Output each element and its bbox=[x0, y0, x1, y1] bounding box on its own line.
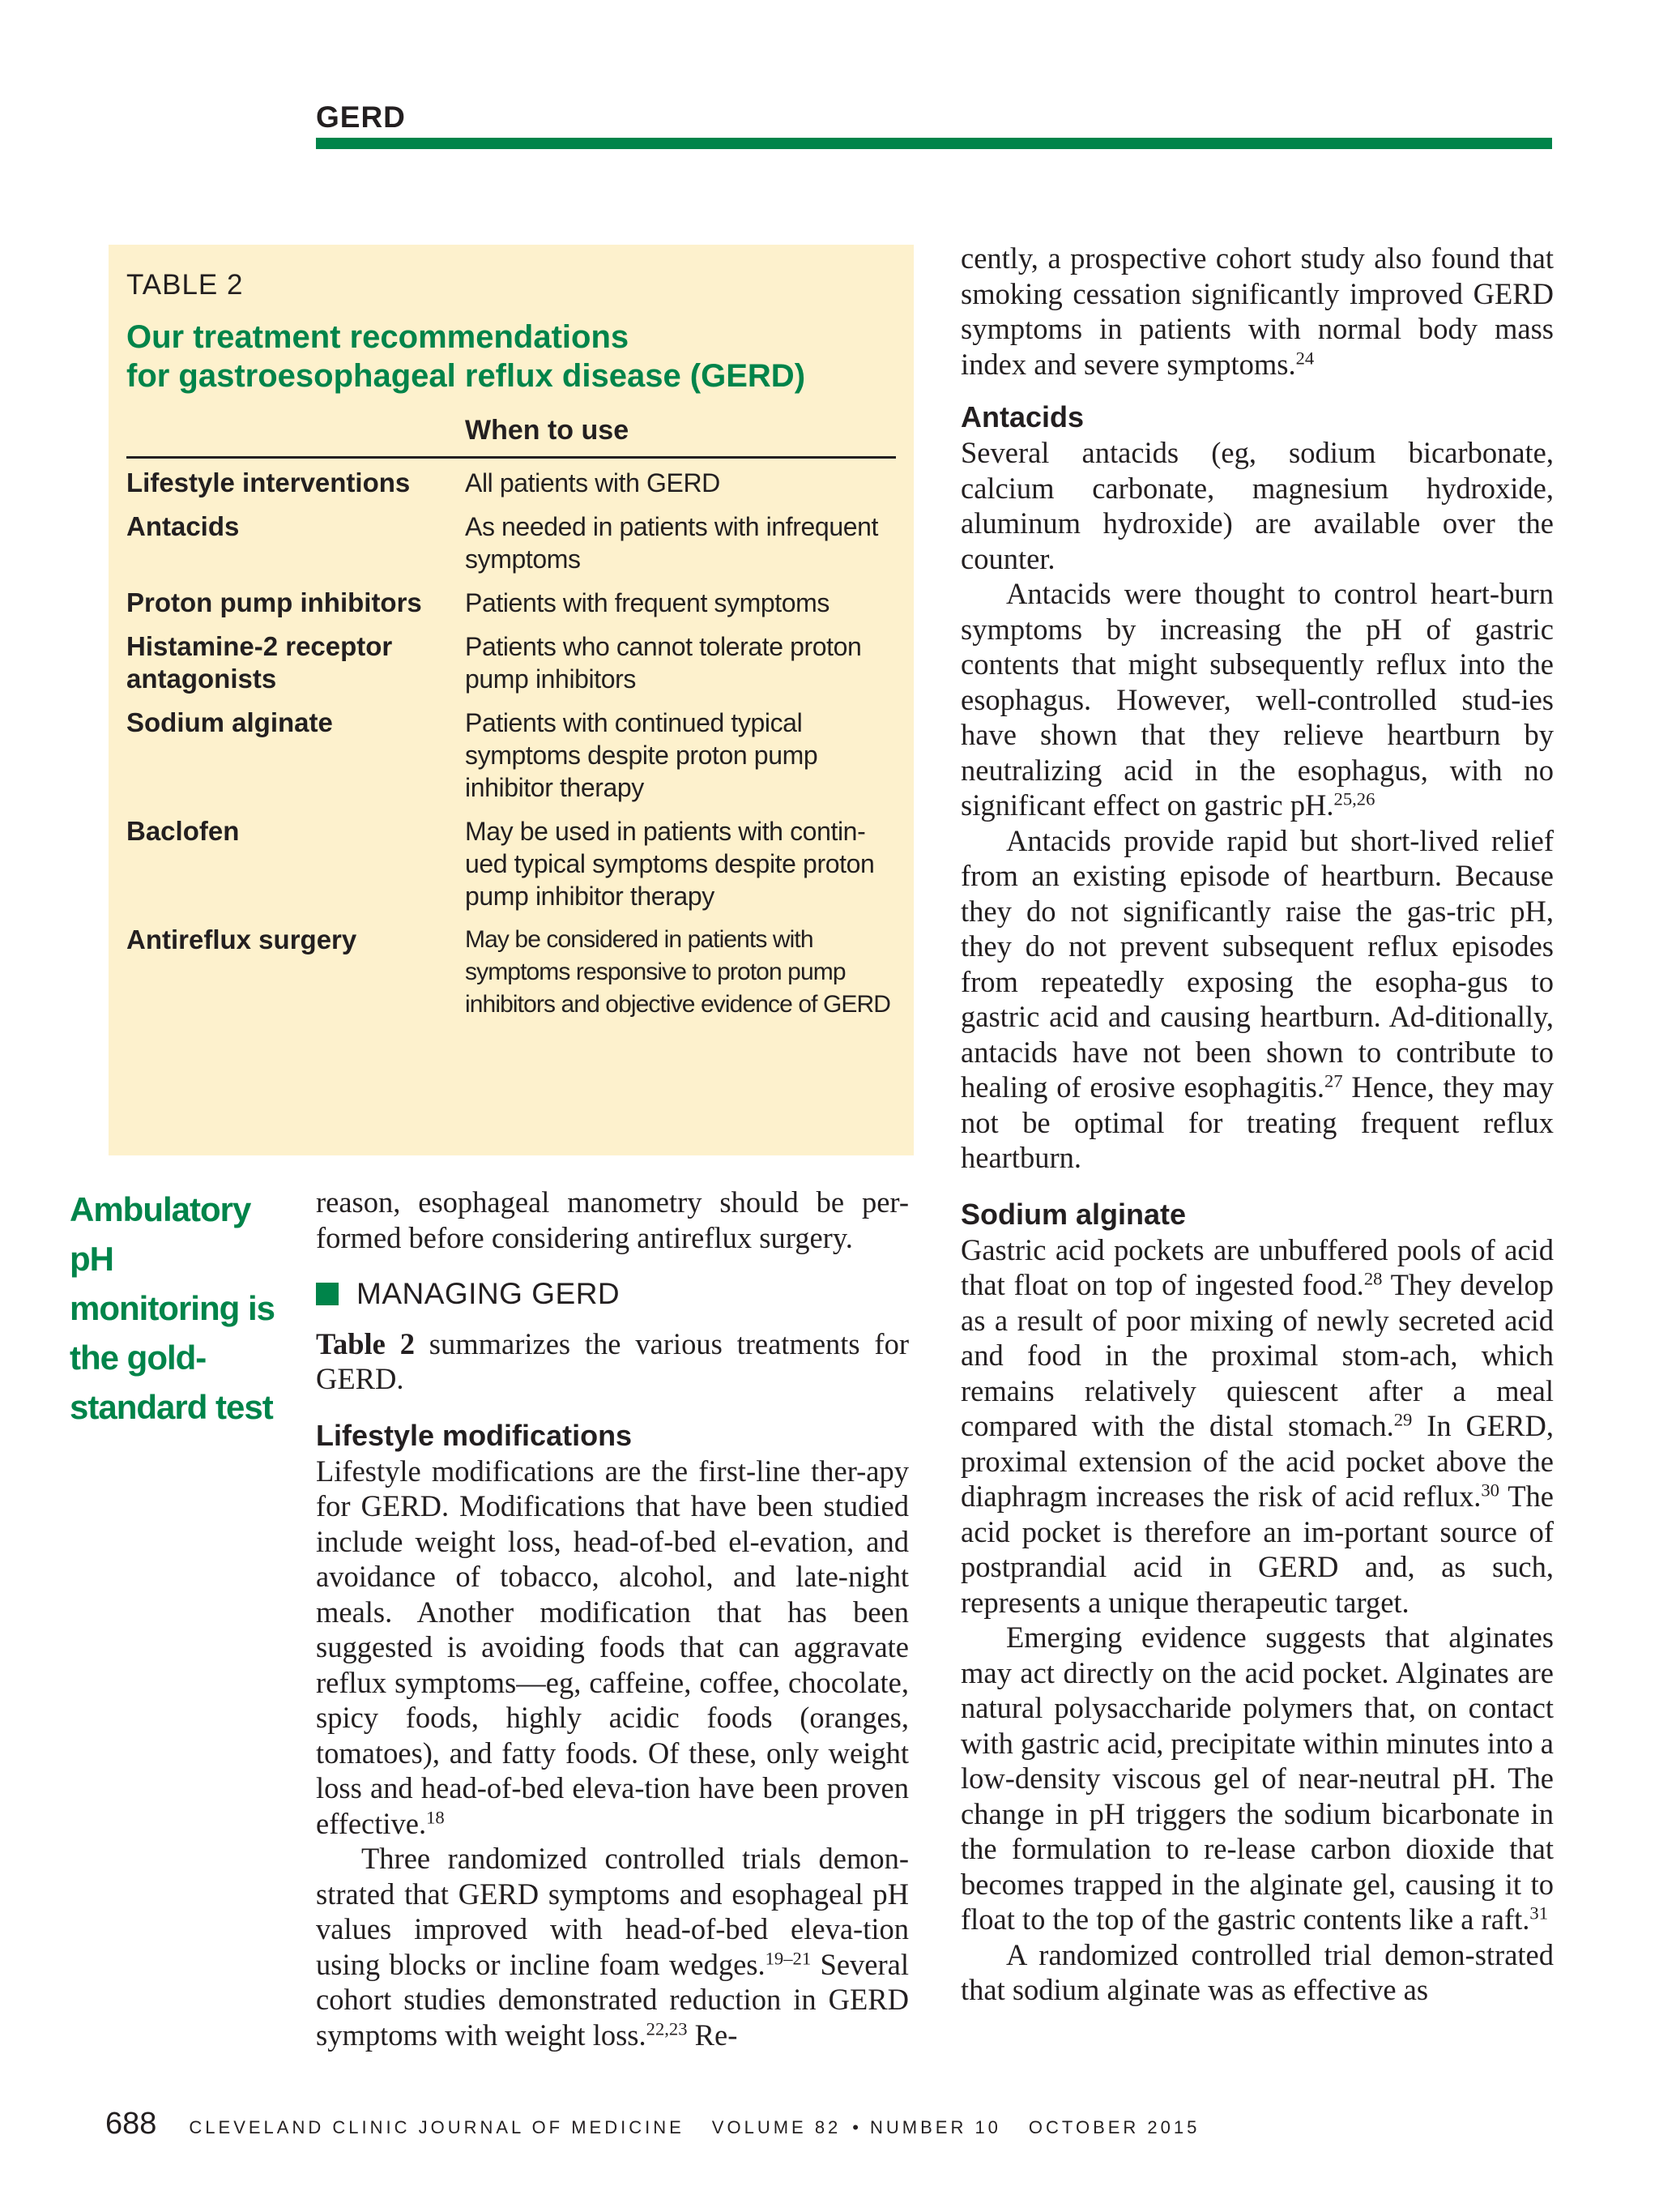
reference: 19–21 bbox=[765, 1948, 812, 1969]
table-row bbox=[126, 707, 894, 804]
treatment-cell: Histamine-2 receptor antagonists bbox=[126, 631, 393, 694]
pull-quote: Ambulatory pH monitoring is the gold-standard test bbox=[70, 1190, 275, 1426]
reference: 25,26 bbox=[1333, 788, 1375, 809]
journal-name: CLEVELAND CLINIC JOURNAL OF MEDICINE bbox=[189, 2117, 684, 2137]
table-rule bbox=[126, 456, 896, 459]
text: Antacids provide rapid but short-lived relief from an existing episode of heartburn. Because they do not significantly raise the gas-tric pH, they do not prevent subsequent reflux episodes from repeatedly exposing the esopha-gus to gastric acid and causing heartburn. Ad-ditionally, antacids have not been shown to contribute to healing of erosive esophagitis. bbox=[961, 823, 1554, 1104]
alginate-paragraph-2 bbox=[961, 1620, 1554, 1937]
reference: 30 bbox=[1481, 1480, 1499, 1501]
issue-number: NUMBER 10 bbox=[870, 2117, 1001, 2137]
page-number: 688 bbox=[105, 2107, 157, 2141]
section-square-icon bbox=[316, 1283, 339, 1305]
reference: 18 bbox=[426, 1807, 445, 1828]
right-column bbox=[961, 241, 1554, 2008]
reference: 29 bbox=[1393, 1409, 1413, 1430]
text: Antacids were thought to control heart-burn symptoms by increasing the pH of gastric contents that might subsequently reflux into the esophagus. However, well-controlled stud-ies have shown that they relieve heartburn by neutralizing acid in the esophagus, with no significant effect on gastric pH. bbox=[961, 577, 1554, 822]
when-cell: All patients with GERD bbox=[465, 468, 720, 497]
volume: VOLUME 82 bbox=[711, 2117, 842, 2137]
table-title bbox=[126, 318, 894, 395]
table-row bbox=[126, 630, 894, 695]
text: Re- bbox=[687, 2018, 738, 2052]
issue-date: OCTOBER 2015 bbox=[1028, 2117, 1201, 2137]
reference: 24 bbox=[1295, 348, 1315, 369]
section-heading-text: MANAGING GERD bbox=[356, 1277, 621, 1310]
text: Hence, they may not be optimal for treating frequent reflux heartburn. bbox=[961, 1070, 1554, 1174]
table-box bbox=[109, 245, 914, 1155]
table-row bbox=[126, 587, 894, 619]
section-heading bbox=[316, 1276, 909, 1312]
treatment-cell: Sodium alginate bbox=[126, 707, 333, 737]
intro-paragraph: reason, esophageal manometry should be per-formed before considering antireflux surgery. bbox=[316, 1185, 909, 1254]
text: Several cohort studies demonstrated reduction in GERD symptoms with weight loss. bbox=[316, 1947, 909, 2052]
antacids-heading: Antacids bbox=[961, 400, 1085, 433]
table-row bbox=[126, 467, 894, 499]
text: They develop as a result of poor mixing of newly secreted acid and food in the proximal stom-ach, which remains relatively quiescent after a meal compared with the distal stomach. bbox=[961, 1268, 1554, 1442]
when-cell: As needed in patients with infrequent symptoms bbox=[465, 512, 878, 574]
when-cell: Patients with continued typical symptoms despite proton pump inhibitor therapy bbox=[465, 708, 818, 802]
treatment-cell: Proton pump inhibitors bbox=[126, 587, 422, 617]
header-rule bbox=[316, 138, 1552, 149]
footer bbox=[105, 2107, 1200, 2142]
reference: 28 bbox=[1363, 1268, 1383, 1289]
table-row bbox=[126, 815, 894, 912]
lifestyle-paragraph-1 bbox=[316, 1454, 909, 1842]
reference: 22,23 bbox=[646, 2018, 688, 2039]
middle-column bbox=[316, 1185, 909, 2052]
table-title-line1: Our treatment recommendations bbox=[126, 319, 629, 355]
section-label: GERD bbox=[316, 100, 406, 134]
antacids-paragraph-1: Several antacids (eg, sodium bicarbonate, calcium carbonate, magnesium hydroxide, aluminum hydroxide) are available over the counter. bbox=[961, 436, 1554, 575]
text: cently, a prospective cohort study also found that smoking cessation significantly improved GERD symptoms in patients with normal body mass index and severe symptoms. bbox=[961, 241, 1554, 381]
table-title-line2: for gastroesophageal reflux disease (GERD) bbox=[126, 358, 806, 394]
text: Three randomized controlled trials demon-strated that GERD symptoms and esophageal pH values improved with head-of-bed eleva-tion using blocks or incline foam wedges. bbox=[316, 1842, 909, 1981]
treatment-cell: Lifestyle interventions bbox=[126, 468, 411, 497]
treatment-cell: Antireflux surgery bbox=[126, 925, 357, 954]
when-cell: May be considered in patients with symptoms responsive to proton pump inhibitors and objective evidence of GERD bbox=[465, 926, 891, 1018]
reference: 27 bbox=[1324, 1070, 1343, 1091]
reference: 31 bbox=[1529, 1902, 1549, 1924]
lifestyle-heading: Lifestyle modifications bbox=[316, 1418, 633, 1452]
treatment-cell: Baclofen bbox=[126, 816, 240, 846]
table-reference-paragraph bbox=[316, 1326, 909, 1397]
alginate-paragraph-1 bbox=[961, 1232, 1554, 1621]
text: The acid pocket is therefore an im-portant source of postprandial acid in GERD and, as such, represents a unique therapeutic target. bbox=[961, 1480, 1554, 1619]
table-label: TABLE 2 bbox=[126, 269, 244, 301]
alginate-heading: Sodium alginate bbox=[961, 1197, 1187, 1231]
table-column-header: When to use bbox=[465, 415, 629, 446]
table-row bbox=[126, 510, 894, 575]
text: Emerging evidence suggests that alginates may act directly on the acid pocket. Alginates are natural polysaccharide polymers that, on contact with gastric acid, precipitate within minutes into a low-density viscous gel of near-neutral pH. The change in pH triggers the sodium bicarbonate in the formulation to re-lease carbon dioxide that becomes trapped in the alginate gel, causing it to float to the top of the gastric contents like a raft. bbox=[961, 1621, 1554, 1936]
table-reference-text: summarizes the various treatments for GERD. bbox=[316, 1326, 909, 1395]
text: Lifestyle modifications are the first-line ther-apy for GERD. Modifications that have been studied include weight loss, head-of-bed el-evation, and avoidance of tobacco, alcohol, and late-night meals. Another modification that has been suggested is avoiding foods that can aggravate reflux symptoms—eg, caffeine, coffee, chocolate, spicy foods, highly acidic foods (oranges, tomatoes), and fatty foods. Of these, only weight loss and head-of-bed eleva-tion have been proven effective. bbox=[316, 1454, 909, 1840]
continued-paragraph bbox=[961, 241, 1554, 382]
alginate-paragraph-3: A randomized controlled trial demon-strated that sodium alginate was as effective as bbox=[961, 1937, 1554, 2006]
when-cell: Patients with frequent symptoms bbox=[465, 588, 830, 617]
table-row bbox=[126, 924, 894, 1021]
when-cell: May be used in patients with contin-ued typical symptoms despite proton pump inhibitor therapy bbox=[465, 817, 875, 911]
table-reference-bold: Table 2 bbox=[316, 1326, 415, 1360]
when-cell: Patients who cannot tolerate proton pump inhibitors bbox=[465, 632, 862, 694]
bullet-separator: • bbox=[852, 2117, 859, 2137]
lifestyle-paragraph-2 bbox=[316, 1841, 909, 2052]
antacids-paragraph-2 bbox=[961, 576, 1554, 823]
antacids-paragraph-3 bbox=[961, 823, 1554, 1176]
text: Gastric acid pockets are unbuffered pools of acid that float on top of ingested food. bbox=[961, 1232, 1554, 1301]
treatment-cell: Antacids bbox=[126, 511, 240, 541]
text: In GERD, proximal extension of the acid pocket above the diaphragm increases the risk of acid reflux. bbox=[961, 1409, 1555, 1513]
